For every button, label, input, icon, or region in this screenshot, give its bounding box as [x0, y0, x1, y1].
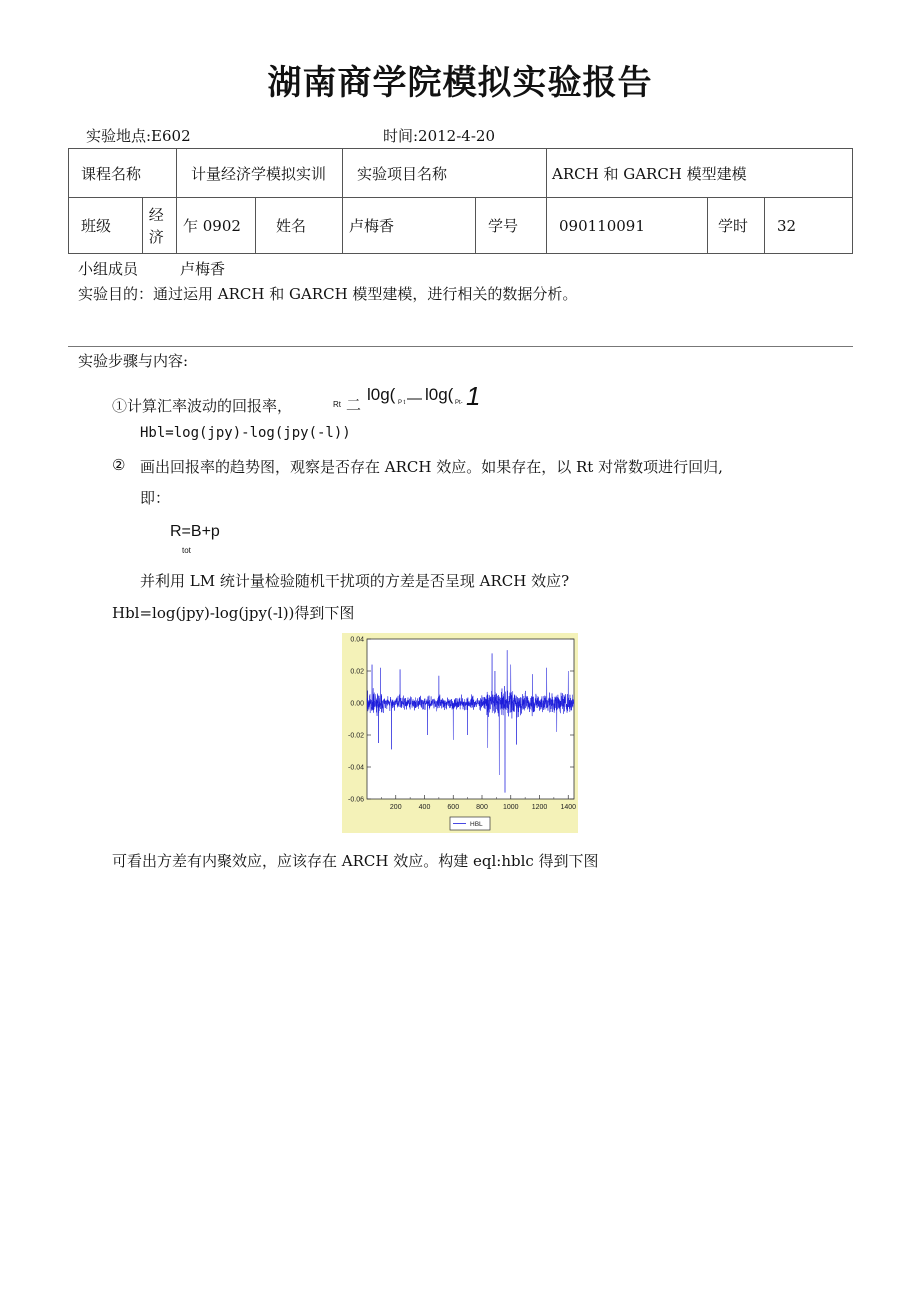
steps-heading: 实验步骤与内容:: [78, 352, 189, 370]
x-tick-label: 1000: [502, 804, 519, 811]
purpose-text: 实验目的：通过运用 ARCH 和 GARCH 模型建模，进行相关的数据分析。: [78, 285, 578, 303]
x-tick-label: 400: [418, 804, 431, 811]
y-tick-label: -0.02: [348, 732, 364, 740]
step2-line2: 即：: [140, 489, 171, 507]
location-text: 实验地点:E602: [86, 127, 191, 145]
formula-dash: —: [407, 390, 422, 407]
step1-code: Hbl=log(jpy)-log(jpy(-l)): [140, 425, 351, 441]
group-label: 小组成员: [78, 260, 139, 278]
course-label: 课程名称: [69, 149, 177, 198]
step2-formula-sub: tot: [182, 546, 191, 555]
formula-p2: Pt-: [455, 400, 463, 406]
step2-line1: 画出回报率的趋势图，观察是否存在 ARCH 效应。如果存在，以 Rt 对常数项进行回归,: [140, 458, 723, 476]
x-tick-label: 600: [447, 804, 460, 811]
page-title: 湖南商学院模拟实验报告: [267, 63, 653, 103]
formula-log2: l0g(: [425, 385, 454, 404]
group-value: 卢梅香: [180, 260, 226, 278]
x-tick-label: 800: [476, 804, 488, 811]
formula-p1: P t: [398, 400, 406, 406]
y-tick-label: 0.02: [350, 668, 364, 676]
formula-eq: 二: [346, 396, 362, 414]
formula-one: 1: [466, 381, 481, 411]
section-divider: [68, 346, 853, 347]
formula-log1: l0g(: [367, 385, 396, 404]
name-label: 姓名: [256, 198, 343, 254]
y-tick-label: 0.00: [350, 700, 364, 708]
time-text: 时间:2012-4-20: [383, 127, 495, 145]
hours-value: 32: [765, 198, 853, 254]
conclusion-text: 可看出方差有内聚效应，应该存在 ARCH 效应。构建 eql:hblc 得到下图: [112, 852, 599, 870]
plot-area: [367, 639, 574, 799]
name-value: 卢梅香: [343, 198, 476, 254]
hours-label: 学时: [708, 198, 765, 254]
formula-rt: Rt: [333, 400, 341, 409]
chart-intro: Hbl=log(jpy)-log(jpy(-l))得到下图: [112, 604, 355, 622]
y-tick-label: -0.06: [348, 796, 364, 804]
x-tick-label: 1400: [560, 804, 577, 811]
id-value: 090110091: [547, 198, 708, 254]
step2-number: ②: [112, 456, 126, 474]
info-table: [68, 148, 853, 254]
class-sub: 经 济: [142, 198, 176, 254]
y-tick-label: 0.04: [350, 636, 364, 644]
project-value: ARCH 和 GARCH 模型建模: [547, 149, 853, 198]
id-label: 学号: [476, 198, 547, 254]
y-tick-label: -0.04: [348, 764, 364, 772]
legend-label: HBL: [470, 821, 483, 828]
hbl-chart: [342, 633, 578, 833]
project-label: 实验项目名称: [343, 149, 547, 198]
step1-text: ①计算汇率波动的回报率，: [112, 397, 293, 415]
course-value: 计量经济学模拟实训: [177, 149, 343, 198]
x-tick-label: 200: [389, 804, 402, 811]
step2-line3: 并利用 LM 统计量检验随机干扰项的方差是否呈现 ARCH 效应?: [140, 572, 570, 590]
class-label: 班级: [69, 198, 143, 254]
x-tick-label: 1200: [531, 804, 548, 811]
class-value: 乍 0902: [177, 198, 256, 254]
chart-svg: [342, 633, 578, 833]
step2-formula: R=B+p: [170, 523, 220, 540]
